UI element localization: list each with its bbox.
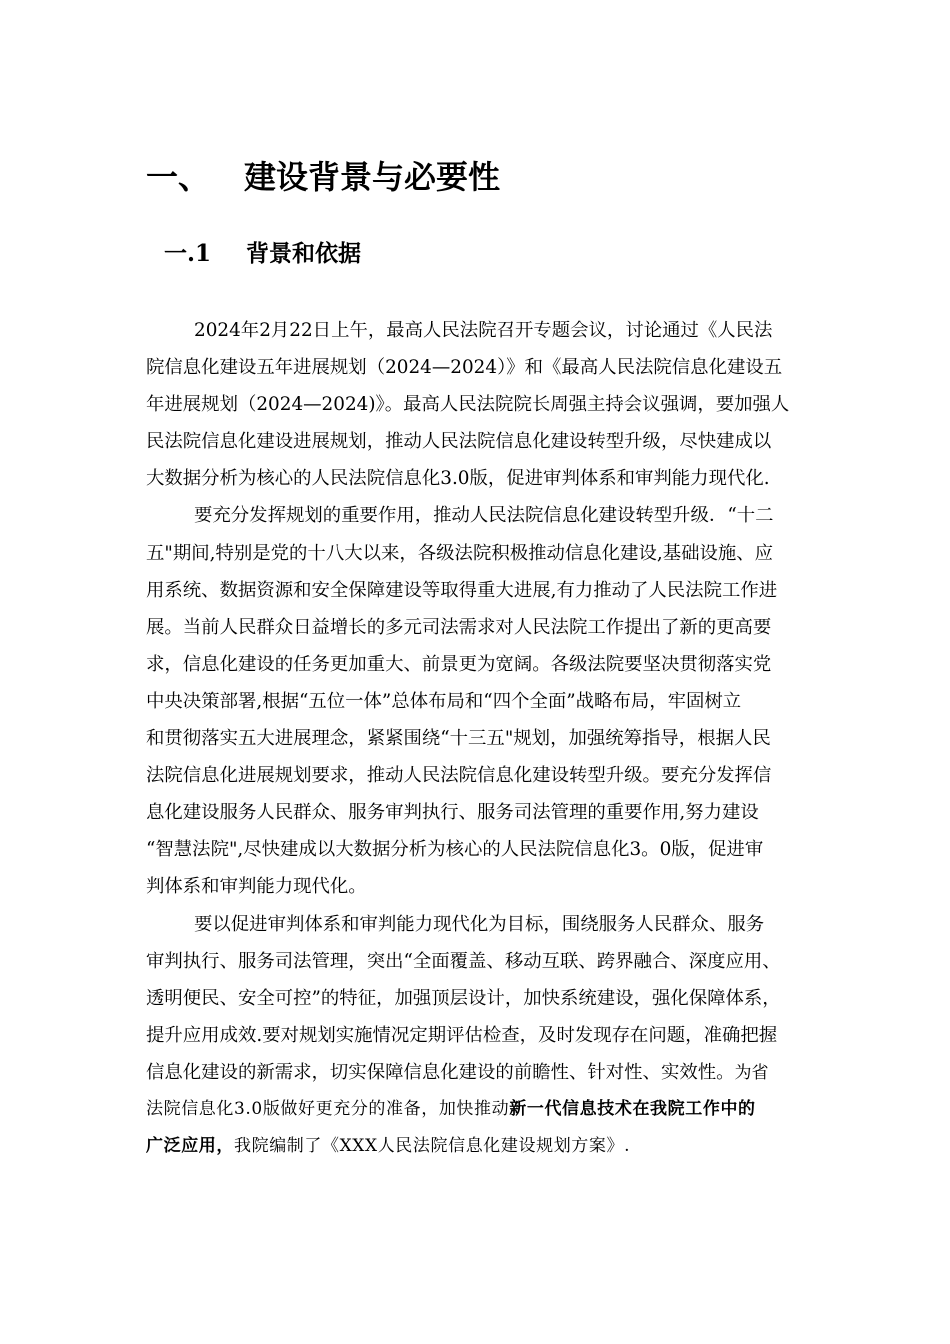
paragraph-line: 展。当前人民群众日益增长的多元司法需求对人民法院工作提出了新的更高要 (146, 616, 772, 638)
body-text (146, 312, 818, 1165)
section-title: 背景和依据 (246, 240, 361, 267)
paragraph-text-tail: 为省 (734, 1062, 769, 1083)
paragraph-line (146, 1091, 818, 1128)
paragraph-line: 五"期间,特别是党的十八大以来，各级法院积极推动信息化建设,基础设施、应 (146, 542, 774, 564)
section-heading (164, 234, 361, 274)
chapter-title: 建设背景与必要性 (244, 158, 501, 196)
paragraph-line: 息化建设服务人民群众、服务审判执行、服务司法管理的重要作用,努力建设 (146, 802, 759, 824)
paragraph-text: 信息化建设的新需求，切实保障信息化建设的前瞻性、针对性、实效性。 (146, 1061, 735, 1083)
paragraph-line: 求，信息化建设的任务更加重大、前景更为宽阔。各级法院要坚决贯彻落实党 (146, 653, 772, 675)
chapter-number: 一、 (146, 158, 211, 196)
paragraph-line: 中央决策部署,根据“五位一体”总体布局和“四个全面”战略布局，牢固树立 (146, 690, 742, 712)
paragraph-line: 大数据分析为核心的人民法院信息化3.0版，促进审判体系和审判能力现代化. (146, 468, 770, 490)
bold-text: 广泛应用， (146, 1136, 234, 1157)
paragraph-line: 年进展规划（2024—2024)》。最高人民法院院长周强主持会议强调，要加强人 (146, 394, 790, 416)
paragraph-line: 院信息化建设五年进展规划（2024—2024）》和《最高人民法院信息化建设五 (146, 357, 783, 379)
paragraph-line: 法院信息化进展规划要求，推动人民法院信息化建设转型升级。要充分发挥信 (146, 765, 772, 787)
paragraph-line: 审判执行、服务司法管理，突出“全面覆盖、移动互联、跨界融合、深度应用、 (146, 950, 781, 972)
paragraph-line (146, 1054, 818, 1091)
paragraph-line: 民法院信息化建设进展规划，推动人民法院信息化建设转型升级，尽快建成以 (146, 431, 772, 453)
paragraph-line (146, 1128, 818, 1165)
paragraph-text: 我院编制了《XXX人民法院信息化建设规划方案》. (234, 1136, 631, 1157)
paragraph-line: 透明便民、安全可控”的特征，加强顶层设计，加快系统建设，强化保障体系， (146, 987, 781, 1009)
bold-text: 新一代信息技术在我院工作中的 (509, 1098, 756, 1119)
section-number: 一.1 (164, 240, 212, 267)
paragraph-line: “智慧法院",尽快建成以大数据分析为核心的人民法院信息化3。0版，促进审 (146, 839, 764, 861)
paragraph-line: 要充分发挥规划的重要作用，推动人民法院信息化建设转型升级．“十二 (194, 505, 774, 527)
paragraph-line: 要以促进审判体系和审判能力现代化为目标，围绕服务人民群众、服务 (194, 913, 765, 935)
paragraph-line: 和贯彻落实五大进展理念，紧紧围绕“十三五"规划，加强统筹指导，根据人民 (146, 728, 771, 750)
paragraph-line: 判体系和审判能力现代化。 (146, 876, 367, 898)
paragraph-text: 法院信息化3.0版做好更充分的准备，加快推动 (146, 1098, 510, 1119)
paragraph-line: 用系统、数据资源和安全保障建设等取得重大进展,有力推动了人民法院工作进 (146, 579, 778, 601)
paragraph-line: 提升应用成效.要对规划实施情况定期评估检查，及时发现存在问题，准确把握 (146, 1024, 778, 1046)
chapter-heading (146, 152, 500, 202)
paragraph-line: 2024年2月22日上午，最高人民法院召开专题会议，讨论通过《人民法 (194, 320, 773, 341)
